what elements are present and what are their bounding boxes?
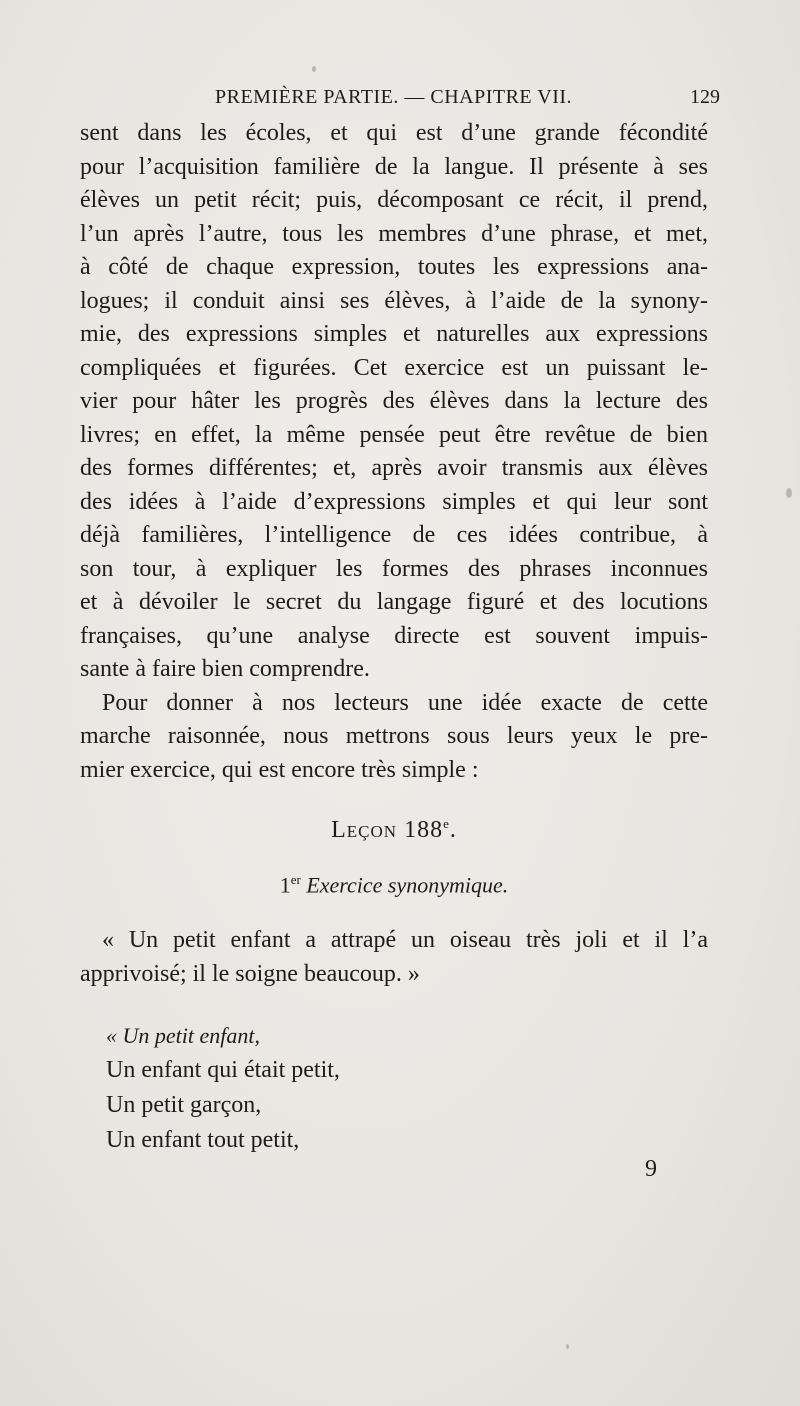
synonym-item: Un petit garçon, bbox=[106, 1092, 262, 1118]
text-line: sent dans les écoles, et qui est d’une grande fécondité bbox=[80, 120, 708, 146]
running-head: PREMIÈRE PARTIE. — CHAPITRE VII. bbox=[215, 86, 573, 108]
example-quote bbox=[80, 924, 708, 991]
text-line: déjà familières, l’intelligence de ces idées contribue, à bbox=[80, 522, 708, 548]
paragraph-2 bbox=[80, 687, 708, 788]
exercise-ordinal-suffix: er bbox=[290, 872, 301, 887]
paper-speck bbox=[786, 488, 792, 498]
text-line: mie, des expressions simples et naturelles aux expressions bbox=[80, 321, 708, 347]
text-line: logues; il conduit ainsi ses élèves, à l’aide de la synony- bbox=[80, 287, 708, 314]
signature-mark: 9 bbox=[645, 1156, 657, 1182]
synonym-item: Un enfant tout petit, bbox=[106, 1127, 300, 1153]
body-text bbox=[80, 117, 708, 787]
text-line: des formes différentes; et, après avoir transmis aux élèves bbox=[80, 455, 708, 481]
text-line: élèves un petit récit; puis, décomposant ce récit, il prend, bbox=[80, 187, 708, 213]
text-line: des idées à l’aide d’expressions simples et qui leur sont bbox=[80, 488, 708, 515]
paper-speck bbox=[312, 66, 316, 72]
text-line: sante à faire bien comprendre. bbox=[80, 656, 370, 682]
paragraph-1 bbox=[80, 117, 708, 687]
text-line: marche raisonnée, nous mettrons sous leurs yeux le pre- bbox=[80, 723, 708, 749]
synonym-lead: « Un petit enfant, bbox=[106, 1023, 260, 1048]
text-line: livres; en effet, la même pensée peut être revêtue de bien bbox=[80, 421, 708, 448]
text-line: françaises, qu’une analyse directe est souvent impuis- bbox=[80, 622, 708, 649]
lesson-number: 188 bbox=[404, 817, 444, 843]
quote-line: « Un petit enfant a attrapé un oiseau très joli et il l’a bbox=[102, 927, 708, 953]
synonym-list bbox=[106, 1018, 708, 1158]
lesson-period: . bbox=[449, 817, 457, 843]
text-line: Pour donner à nos lecteurs une idée exacte de cette bbox=[102, 689, 708, 716]
text-line: à côté de chaque expression, toutes les expressions ana- bbox=[80, 254, 708, 280]
lesson-number-suffix: e bbox=[443, 816, 450, 831]
synonym-item: Un enfant qui était petit, bbox=[106, 1057, 340, 1083]
text-line: l’un après l’autre, tous les membres d’une phrase, et met, bbox=[80, 220, 708, 247]
lesson-label: Leçon bbox=[331, 817, 398, 843]
text-line: mier exercice, qui est encore très simple : bbox=[80, 756, 479, 783]
text-line: vier pour hâter les progrès des élèves dans la lecture des bbox=[80, 388, 708, 414]
lesson-heading bbox=[80, 816, 708, 844]
text-line: et à dévoiler le secret du langage figuré et des locutions bbox=[80, 589, 708, 615]
text-line: son tour, à expliquer les formes des phrases inconnues bbox=[80, 555, 708, 582]
quote-line: apprivoisé; il le soigne beaucoup. » bbox=[80, 960, 420, 987]
text-line: compliquées et figurées. Cet exercice est un puissant le- bbox=[80, 354, 708, 381]
page-number: 129 bbox=[690, 86, 720, 108]
text-line: pour l’acquisition familière de la langue. Il présente à ses bbox=[80, 153, 708, 180]
exercise-ordinal: 1 bbox=[279, 872, 291, 898]
paper-speck bbox=[566, 1344, 569, 1349]
exercise-heading bbox=[80, 872, 708, 898]
page-header bbox=[80, 86, 720, 120]
exercise-title: Exercice synonymique. bbox=[306, 872, 509, 898]
